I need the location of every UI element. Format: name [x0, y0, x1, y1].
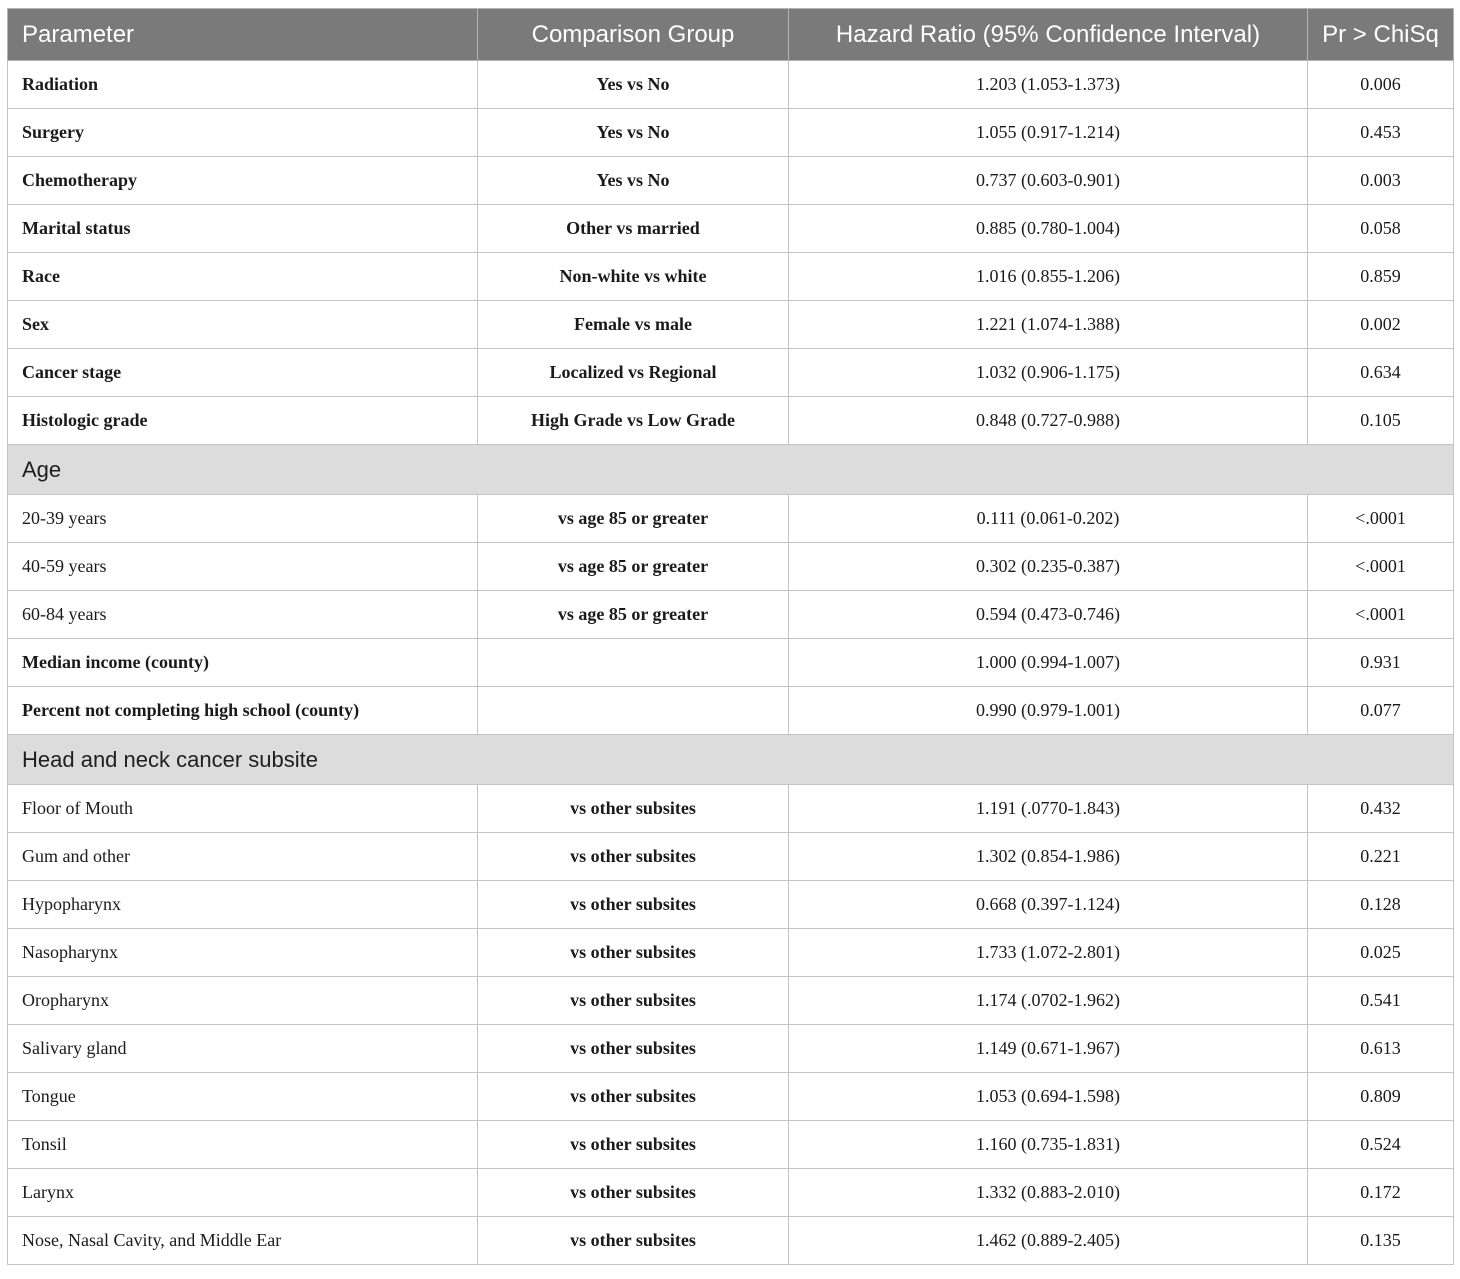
parameter-cell: Percent not completing high school (county): [8, 687, 478, 735]
comparison-cell: Other vs married: [478, 205, 789, 253]
parameter-cell: Cancer stage: [8, 349, 478, 397]
p-value-cell: 0.003: [1308, 157, 1454, 205]
header-p-value: Pr > ChiSq: [1308, 9, 1454, 61]
comparison-cell: [478, 639, 789, 687]
section-title-subsite: Head and neck cancer subsite: [8, 735, 1454, 785]
hazard-ratio-table: [7, 8, 1454, 1265]
parameter-cell: Hypopharynx: [8, 881, 478, 929]
comparison-cell: vs other subsites: [478, 1217, 789, 1265]
table-row: [8, 495, 1454, 543]
hazard-ratio-cell: 0.737 (0.603-0.901): [789, 157, 1308, 205]
table-row: [8, 639, 1454, 687]
header-parameter: Parameter: [8, 9, 478, 61]
p-value-cell: 0.453: [1308, 109, 1454, 157]
p-value-cell: 0.077: [1308, 687, 1454, 735]
table-row: [8, 61, 1454, 109]
p-value-cell: 0.058: [1308, 205, 1454, 253]
parameter-cell: Floor of Mouth: [8, 785, 478, 833]
p-value-cell: <.0001: [1308, 543, 1454, 591]
table-row: [8, 1169, 1454, 1217]
table-row: [8, 591, 1454, 639]
comparison-cell: vs other subsites: [478, 929, 789, 977]
parameter-cell: 20-39 years: [8, 495, 478, 543]
parameter-cell: Chemotherapy: [8, 157, 478, 205]
hazard-ratio-cell: 0.594 (0.473-0.746): [789, 591, 1308, 639]
comparison-cell: High Grade vs Low Grade: [478, 397, 789, 445]
comparison-cell: Localized vs Regional: [478, 349, 789, 397]
hazard-ratio-cell: 1.053 (0.694-1.598): [789, 1073, 1308, 1121]
parameter-cell: Histologic grade: [8, 397, 478, 445]
p-value-cell: 0.859: [1308, 253, 1454, 301]
parameter-cell: Salivary gland: [8, 1025, 478, 1073]
table-row: [8, 1121, 1454, 1169]
hazard-ratio-cell: 0.111 (0.061-0.202): [789, 495, 1308, 543]
comparison-cell: vs age 85 or greater: [478, 543, 789, 591]
table-row: [8, 881, 1454, 929]
comparison-cell: vs age 85 or greater: [478, 495, 789, 543]
p-value-cell: 0.105: [1308, 397, 1454, 445]
hazard-ratio-cell: 1.160 (0.735-1.831): [789, 1121, 1308, 1169]
section-row-subsite: [8, 735, 1454, 785]
hazard-ratio-cell: 0.302 (0.235-0.387): [789, 543, 1308, 591]
hazard-ratio-cell: 1.221 (1.074-1.388): [789, 301, 1308, 349]
parameter-cell: Nose, Nasal Cavity, and Middle Ear: [8, 1217, 478, 1265]
table-row: [8, 543, 1454, 591]
p-value-cell: 0.135: [1308, 1217, 1454, 1265]
table-row: [8, 1025, 1454, 1073]
comparison-cell: Yes vs No: [478, 109, 789, 157]
parameter-cell: Larynx: [8, 1169, 478, 1217]
parameter-cell: Radiation: [8, 61, 478, 109]
parameter-cell: Tonsil: [8, 1121, 478, 1169]
table-row: [8, 929, 1454, 977]
p-value-cell: 0.002: [1308, 301, 1454, 349]
p-value-cell: 0.634: [1308, 349, 1454, 397]
comparison-cell: Yes vs No: [478, 61, 789, 109]
hazard-ratio-cell: 1.149 (0.671-1.967): [789, 1025, 1308, 1073]
hazard-ratio-cell: 0.885 (0.780-1.004): [789, 205, 1308, 253]
comparison-cell: vs other subsites: [478, 977, 789, 1025]
parameter-cell: 60-84 years: [8, 591, 478, 639]
p-value-cell: 0.128: [1308, 881, 1454, 929]
p-value-cell: 0.432: [1308, 785, 1454, 833]
table-row: [8, 349, 1454, 397]
comparison-cell: vs other subsites: [478, 1025, 789, 1073]
p-value-cell: <.0001: [1308, 495, 1454, 543]
table-row: [8, 253, 1454, 301]
hazard-ratio-cell: 1.332 (0.883-2.010): [789, 1169, 1308, 1217]
comparison-cell: Female vs male: [478, 301, 789, 349]
parameter-cell: Nasopharynx: [8, 929, 478, 977]
p-value-cell: 0.221: [1308, 833, 1454, 881]
table-row: [8, 1217, 1454, 1265]
table-row: [8, 785, 1454, 833]
header-hazard-ratio: Hazard Ratio (95% Confidence Interval): [789, 9, 1308, 61]
p-value-cell: 0.809: [1308, 1073, 1454, 1121]
hazard-ratio-cell: 1.016 (0.855-1.206): [789, 253, 1308, 301]
hazard-ratio-cell: 1.462 (0.889-2.405): [789, 1217, 1308, 1265]
section-title-age: Age: [8, 445, 1454, 495]
hazard-ratio-cell: 0.990 (0.979-1.001): [789, 687, 1308, 735]
p-value-cell: 0.025: [1308, 929, 1454, 977]
comparison-cell: vs other subsites: [478, 1073, 789, 1121]
table-row: [8, 397, 1454, 445]
table-row: [8, 687, 1454, 735]
hazard-ratio-cell: 1.203 (1.053-1.373): [789, 61, 1308, 109]
p-value-cell: 0.613: [1308, 1025, 1454, 1073]
header-comparison-group: Comparison Group: [478, 9, 789, 61]
p-value-cell: 0.172: [1308, 1169, 1454, 1217]
header-row: [8, 9, 1454, 61]
hazard-ratio-cell: 1.032 (0.906-1.175): [789, 349, 1308, 397]
comparison-cell: vs other subsites: [478, 833, 789, 881]
comparison-cell: Non-white vs white: [478, 253, 789, 301]
hazard-ratio-cell: 1.302 (0.854-1.986): [789, 833, 1308, 881]
comparison-cell: vs other subsites: [478, 1169, 789, 1217]
p-value-cell: 0.006: [1308, 61, 1454, 109]
hazard-ratio-cell: 0.848 (0.727-0.988): [789, 397, 1308, 445]
parameter-cell: Oropharynx: [8, 977, 478, 1025]
table-row: [8, 205, 1454, 253]
hazard-ratio-cell: 1.174 (.0702-1.962): [789, 977, 1308, 1025]
p-value-cell: 0.931: [1308, 639, 1454, 687]
parameter-cell: Surgery: [8, 109, 478, 157]
parameter-cell: Race: [8, 253, 478, 301]
hazard-ratio-cell: 1.055 (0.917-1.214): [789, 109, 1308, 157]
comparison-cell: vs other subsites: [478, 785, 789, 833]
table-row: [8, 833, 1454, 881]
comparison-cell: vs other subsites: [478, 1121, 789, 1169]
p-value-cell: 0.541: [1308, 977, 1454, 1025]
parameter-cell: Marital status: [8, 205, 478, 253]
hazard-ratio-cell: 1.733 (1.072-2.801): [789, 929, 1308, 977]
section-row-age: [8, 445, 1454, 495]
parameter-cell: Tongue: [8, 1073, 478, 1121]
table-row: [8, 1073, 1454, 1121]
hazard-ratio-cell: 1.191 (.0770-1.843): [789, 785, 1308, 833]
hazard-ratio-cell: 0.668 (0.397-1.124): [789, 881, 1308, 929]
parameter-cell: Median income (county): [8, 639, 478, 687]
table-row: [8, 109, 1454, 157]
p-value-cell: 0.524: [1308, 1121, 1454, 1169]
parameter-cell: 40-59 years: [8, 543, 478, 591]
comparison-cell: Yes vs No: [478, 157, 789, 205]
table-row: [8, 977, 1454, 1025]
comparison-cell: vs other subsites: [478, 881, 789, 929]
table-row: [8, 157, 1454, 205]
parameter-cell: Sex: [8, 301, 478, 349]
comparison-cell: [478, 687, 789, 735]
p-value-cell: <.0001: [1308, 591, 1454, 639]
parameter-cell: Gum and other: [8, 833, 478, 881]
table-row: [8, 301, 1454, 349]
comparison-cell: vs age 85 or greater: [478, 591, 789, 639]
hazard-ratio-cell: 1.000 (0.994-1.007): [789, 639, 1308, 687]
